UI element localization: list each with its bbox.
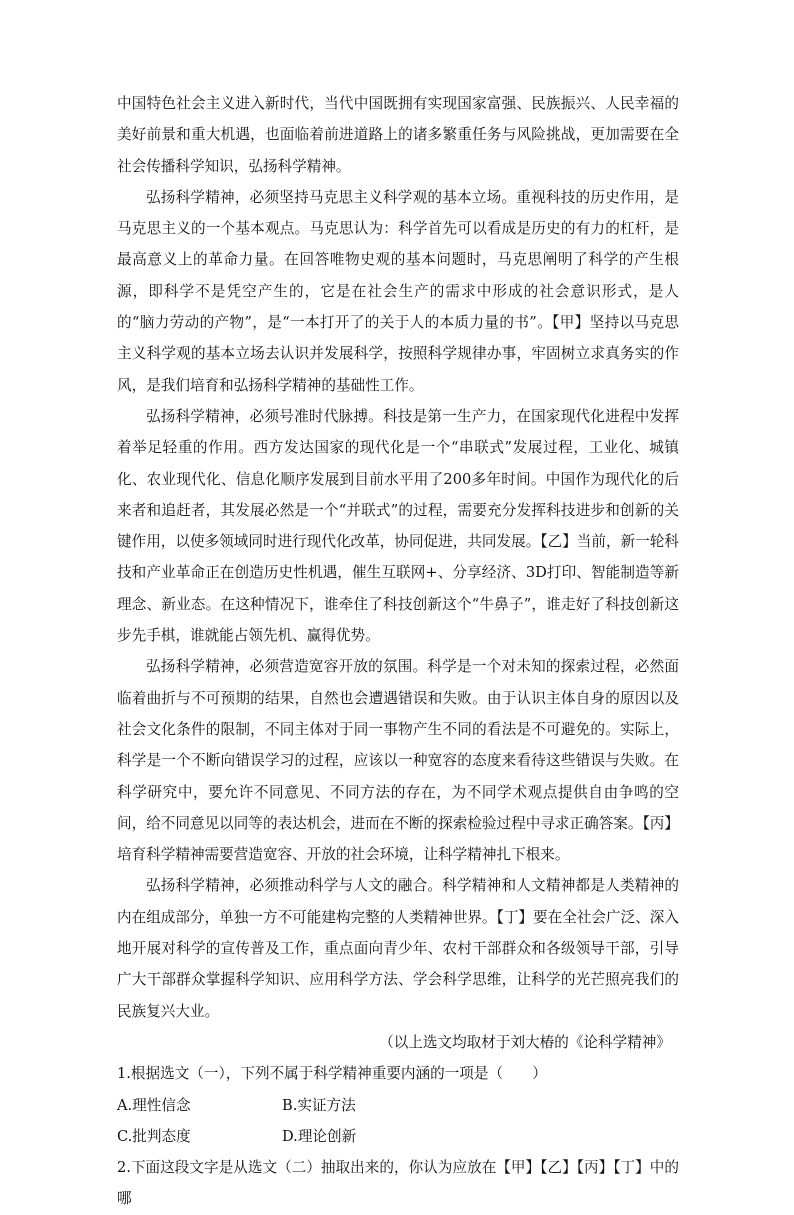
- passage-paragraph-1: 中国特色社会主义进入新时代，当代中国既拥有实现国家富强、民族振兴、人民幸福的美好前景和重大机遇，也面临着前进道路上的诸多繁重任务与风险挑战，更加需要在全社会传播科学知识，弘扬科学精神。: [117, 95, 679, 175]
- question-1-option-b: B.实证方法: [282, 1096, 356, 1114]
- question-1-options-row-2: [117, 1121, 679, 1152]
- question-1-option-d: D.理论创新: [282, 1127, 357, 1145]
- document-page: [117, 88, 679, 1215]
- question-1-options-row-1: [117, 1090, 679, 1121]
- passage-paragraph-4: 弘扬科学精神，必须营造宽容开放的氛围。科学是一个对未知的探索过程，必然面临着曲折与不可预期的结果，自然也会遭遇错误和失败。由于认识主体自身的原因以及社会文化条件的限制，不同主体对于同一事物产生不同的看法是不可避免的。实际上，科学是一个不断向错误学习的过程，应该以一种宽容的态度来看待这些错误与失败。在科学研究中，要允许不同意见、不同方法的存在，为不同学术观点提供自由争鸣的空间，给不同意见以同等的表达机会，进而在不断的探索检验过程中寻求正确答案。【丙】培育科学精神需要营造宽容、开放的社会环境，让科学精神扎下根来。: [117, 658, 679, 864]
- question-1-option-a: A.理性信念: [117, 1096, 191, 1114]
- passage-paragraph-3: 弘扬科学精神，必须号准时代脉搏。科技是第一生产力，在国家现代化进程中发挥着举足轻重的作用。西方发达国家的现代化是一个“串联式”发展过程，工业化、城镇化、农业现代化、信息化顺序发展到目前水平用了200多年时间。中国作为现代化的后来者和追赶者，其发展必然是一个“并联式”的过程，需要充分发挥科技进步和创新的关键作用，以使多领域同时进行现代化改革，协同促进，共同发展。【乙】当前，新一轮科技和产业革命正在创造历史性机遇，催生互联网+、分享经济、3D打印、智能制造等新理念、新业态。在这种情况下，谁牵住了科技创新这个“牛鼻子”，谁走好了科技创新这步先手棋，谁就能占领先机、赢得优势。: [117, 407, 679, 645]
- question-2-stem: 2.下面这段文字是从选文（二）抽取出来的，你认为应放在【甲】【乙】【丙】【丁】中的哪: [117, 1159, 679, 1208]
- passage-source: （以上选文均取材于刘大椿的《论科学精神》: [379, 1033, 671, 1051]
- passage-paragraph-5: 弘扬科学精神，必须推动科学与人文的融合。科学精神和人文精神都是人类精神的内在组成部分，单独一方不可能建构完整的人类精神世界。【丁】要在全社会广泛、深入地开展对科学的宣传普及工作，重点面向青少年、农村干部群众和各级领导干部，引导广大干部群众掌握科学知识、应用科学方法、学会科学思维，让科学的光芒照亮我们的民族复兴大业。: [117, 877, 679, 1020]
- question-1-option-c: C.批判态度: [117, 1127, 191, 1145]
- passage-paragraph-2: 弘扬科学精神，必须坚持马克思主义科学观的基本立场。重视科技的历史作用，是马克思主义的一个基本观点。马克思认为：科学首先可以看成是历史的有力的杠杆，是最高意义上的革命力量。在回答唯物史观的基本问题时，马克思阐明了科学的产生根源，即科学不是凭空产生的，它是在社会生产的需求中形成的社会意识形式，是人的“脑力劳动的产物”，是“一本打开了的关于人的本质力量的书”。【甲】坚持以马克思主义科学观的基本立场去认识并发展科学，按照科学规律办事，牢固树立求真务实的作风，是我们培育和弘扬科学精神的基础性工作。: [117, 188, 679, 394]
- question-1-stem: 1.根据选文（一），下列不属于科学精神重要内涵的一项是（ ）: [117, 1065, 547, 1083]
